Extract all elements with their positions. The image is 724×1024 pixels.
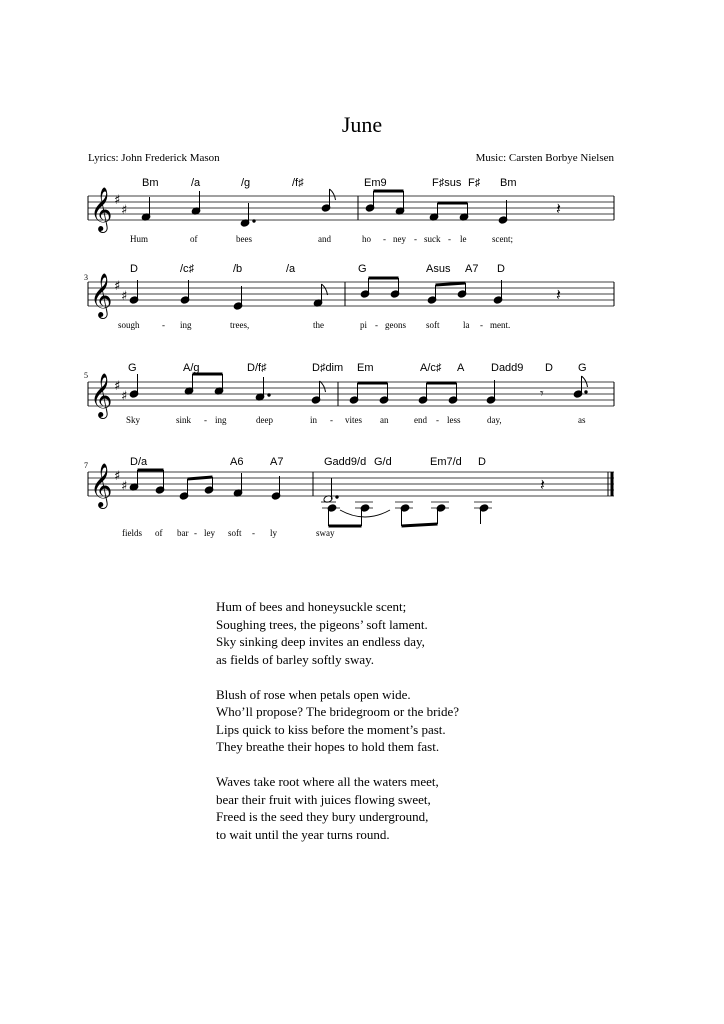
lyric-syllable: suck <box>424 234 441 244</box>
chord-symbol: D <box>497 263 505 275</box>
lyric-syllable: deep <box>256 415 273 425</box>
quarter-rest-icon: 𝄽 <box>540 475 545 494</box>
poem-line: Who’ll propose? The bridegroom or the bride? <box>216 704 460 719</box>
lyric-syllable: fields <box>122 528 142 538</box>
lyric-syllable: Sky <box>126 415 141 425</box>
chord-symbol: /f♯ <box>292 177 304 189</box>
treble-clef-icon: 𝄞 <box>90 373 113 417</box>
chord-symbol: D/a <box>130 456 148 468</box>
lyric-syllable: le <box>460 234 467 244</box>
chord-symbol: /g <box>241 177 251 189</box>
staff-system-4 <box>88 463 614 526</box>
lyric-syllable: ley <box>204 528 215 538</box>
chord-symbol: F♯ <box>468 177 481 189</box>
lyric-syllable: day, <box>487 415 502 425</box>
sharp-icon: ♯ <box>114 193 121 208</box>
sharp-icon: ♯ <box>114 469 121 484</box>
chord-symbol: D♯dim <box>312 362 344 374</box>
poem-line: Sky sinking deep invites an endless day, <box>216 634 425 649</box>
lyric-hyphen: - <box>448 234 451 244</box>
lyric-syllable: less <box>447 415 461 425</box>
lyric-hyphen: - <box>330 415 333 425</box>
lyric-syllable: geons <box>385 320 406 330</box>
poem-line: Hum of bees and honeysuckle scent; <box>216 599 407 614</box>
poem-line: They breathe their hopes to hold them fast. <box>216 739 440 754</box>
lyric-syllable: soft <box>426 320 440 330</box>
lyric-syllable: sink <box>176 415 192 425</box>
lyric-hyphen: - <box>252 528 255 538</box>
lyric-syllable: ly <box>270 528 278 538</box>
lyric-syllable: as <box>578 415 586 425</box>
chord-symbol: G <box>358 263 367 275</box>
lyricist-credit: Lyrics: John Frederick Mason <box>88 152 220 164</box>
poem-line: as fields of barley softly sway. <box>216 651 375 667</box>
poem-text <box>216 598 459 861</box>
song-title: June <box>341 112 383 137</box>
lyric-syllable: ing <box>215 415 227 425</box>
poem-line: Blush of rose when petals open wide. <box>216 686 411 702</box>
lyric-hyphen: - <box>162 320 165 330</box>
poem-line: Waves take root where all the waters meet, <box>216 774 439 789</box>
chord-symbol: D <box>130 263 138 275</box>
lyric-hyphen: - <box>480 320 483 330</box>
staff-system-1 <box>88 187 614 233</box>
treble-clef-icon: 𝄞 <box>90 187 113 231</box>
measure-number: 5 <box>84 371 88 380</box>
treble-clef-icon: 𝄞 <box>90 273 113 317</box>
measure-number: 7 <box>84 461 88 470</box>
lyric-syllable: la <box>463 320 470 330</box>
chord-symbol: Em7/d <box>430 456 462 468</box>
chord-symbol: A7 <box>465 263 479 275</box>
lyric-syllable: in <box>310 415 318 425</box>
poem-stanza <box>216 598 459 668</box>
lyric-syllable: sway <box>316 528 335 538</box>
lyric-syllable: vites <box>345 415 362 425</box>
lyric-syllable: ing <box>180 320 192 330</box>
chord-symbol: D <box>545 362 553 374</box>
chord-symbol: D/f♯ <box>247 362 267 374</box>
chord-symbol: Bm <box>142 177 159 189</box>
lyric-syllable: of <box>190 234 198 244</box>
chord-symbol: A7 <box>270 456 284 468</box>
lyric-syllable: sough <box>118 320 140 330</box>
lyric-syllable: end <box>414 415 427 425</box>
eighth-rest-icon: 𝄾 <box>540 386 544 402</box>
sharp-icon: ♯ <box>121 203 128 218</box>
poem-stanza <box>216 773 459 843</box>
quarter-rest-icon: 𝄽 <box>556 199 561 218</box>
measure-number: 3 <box>84 273 88 282</box>
chord-symbol: Bm <box>500 177 517 189</box>
lyric-syllable: bar <box>177 528 189 538</box>
lyric-syllable: an <box>380 415 389 425</box>
composer-credit: Music: Carsten Borbye Nielsen <box>475 152 614 164</box>
lyric-syllable: and <box>318 234 331 244</box>
lyric-hyphen: - <box>436 415 439 425</box>
lyric-syllable: the <box>313 320 324 330</box>
chord-symbol: /c♯ <box>180 263 195 275</box>
staff-system-2 <box>88 273 614 319</box>
lyric-syllable: trees, <box>230 320 250 330</box>
staff-system-3 <box>88 373 614 419</box>
lyric-syllable: ho <box>362 234 371 244</box>
chord-symbol: G/d <box>374 456 392 468</box>
sharp-icon: ♯ <box>121 479 128 494</box>
sharp-icon: ♯ <box>121 389 128 404</box>
poem-line: bear their fruit with juices flowing sweet, <box>216 791 431 807</box>
lyric-syllable: ment. <box>490 320 511 330</box>
poem-line: Lips quick to kiss before the moment’s past. <box>216 721 446 737</box>
lyric-syllable: soft <box>228 528 242 538</box>
lyric-syllable: of <box>155 528 163 538</box>
lyric-syllable: ney <box>393 234 406 244</box>
chord-symbol: Em <box>357 362 374 374</box>
poem-stanza <box>216 686 459 756</box>
chord-symbol: F♯sus <box>432 177 462 189</box>
lyric-hyphen: - <box>383 234 386 244</box>
chord-symbol: Dadd9 <box>491 362 524 374</box>
chord-symbol: /b <box>233 263 243 275</box>
chord-symbol: Em9 <box>364 177 387 189</box>
lyric-hyphen: - <box>194 528 197 538</box>
chord-symbol: /a <box>191 177 201 189</box>
chord-symbol: /a <box>286 263 296 275</box>
chord-symbol: A6 <box>230 456 244 468</box>
chord-symbol: Asus <box>426 263 451 275</box>
chord-symbol: G <box>578 362 587 374</box>
chord-symbol: D <box>478 456 486 468</box>
lyric-hyphen: - <box>204 415 207 425</box>
lyric-syllable: Hum <box>130 234 148 244</box>
lyric-syllable: pi <box>360 320 368 330</box>
treble-clef-icon: 𝄞 <box>90 463 113 507</box>
lyric-hyphen: - <box>414 234 417 244</box>
lyric-syllable: scent; <box>492 234 513 244</box>
sharp-icon: ♯ <box>114 279 121 294</box>
poem-line: to wait until the year turns round. <box>216 826 390 842</box>
sharp-icon: ♯ <box>114 379 121 394</box>
chord-symbol: A/g <box>183 362 200 374</box>
chord-symbol: A <box>457 362 465 374</box>
poem-line: Soughing trees, the pigeons’ soft lament. <box>216 616 428 632</box>
quarter-rest-icon: 𝄽 <box>556 285 561 304</box>
poem-line: Freed is the seed they bury underground, <box>216 809 429 824</box>
lyric-hyphen: - <box>375 320 378 330</box>
sharp-icon: ♯ <box>121 289 128 304</box>
chord-symbol: G <box>128 362 137 374</box>
lyric-syllable: bees <box>236 234 252 244</box>
chord-symbol: Gadd9/d <box>324 456 367 468</box>
chord-symbol: A/c♯ <box>420 362 442 374</box>
